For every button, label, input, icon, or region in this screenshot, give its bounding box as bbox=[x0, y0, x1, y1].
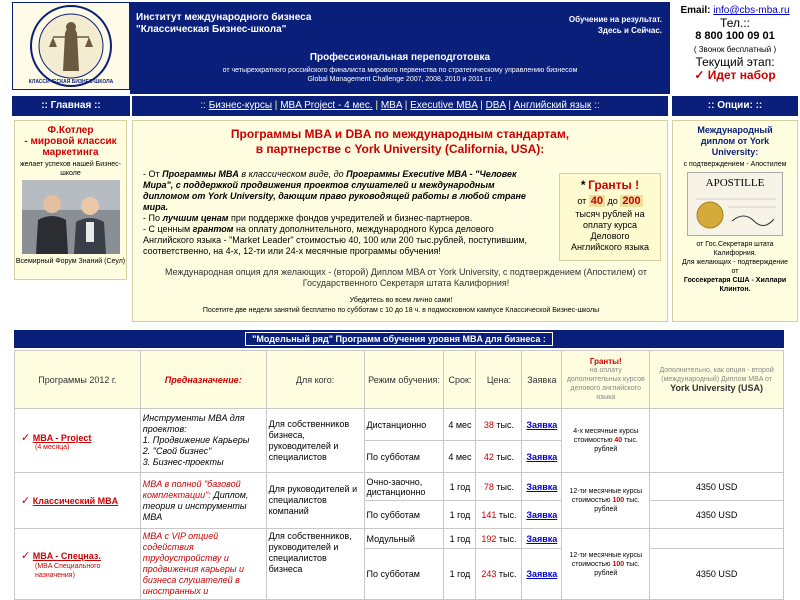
apply-cell bbox=[522, 529, 562, 549]
nav-home[interactable] bbox=[12, 96, 130, 116]
phone-number: 8 800 100 09 01 bbox=[695, 30, 775, 42]
th-for-whom: Для кого: bbox=[266, 351, 364, 409]
price-unit: тыс. bbox=[498, 509, 517, 520]
email-link[interactable]: info@cbs-mba.ru bbox=[713, 5, 790, 16]
programs-heading bbox=[133, 127, 667, 157]
grant-range bbox=[560, 195, 660, 207]
price-cell bbox=[476, 409, 522, 441]
apply-cell bbox=[522, 441, 562, 473]
p1-bold1: Программы MBA bbox=[162, 169, 239, 179]
motto-line2: Здесь и Сейчас. bbox=[597, 26, 662, 35]
grant-post: тыс. рублей bbox=[594, 437, 638, 453]
logo-ring-text: КЛАССИЧЕСКАЯ БИЗНЕС-ШКОЛА bbox=[28, 79, 114, 85]
term-cell: 4 мес bbox=[444, 409, 476, 441]
diploma-text1: от Гос.Секретаря штата Калифорния. bbox=[696, 241, 774, 257]
purpose-cell: MBA с VIP опцией содействия трудоустройству и продвижения карьеры и бизнеса слушателей в иностранных и bbox=[140, 529, 266, 600]
institute-line1: Институт международного бизнеса bbox=[136, 12, 312, 23]
option-cell: 4350 USD bbox=[650, 549, 784, 600]
check-icon: ✓ bbox=[21, 495, 31, 507]
program-sub: (4 месяца) bbox=[35, 443, 70, 451]
paragraph-6: Посетите две недели занятий бесплатно по субботам с 10 до 18 ч. в подмосковном кампусе Классической Бизнес-школы bbox=[202, 307, 600, 314]
check-icon: ✓ bbox=[21, 431, 31, 444]
th-grants bbox=[562, 351, 650, 409]
grant-post: тыс. рублей bbox=[594, 560, 640, 577]
apply-link[interactable]: Заявка bbox=[526, 533, 558, 544]
grant-title: Гранты ! bbox=[588, 178, 640, 192]
table-header-row bbox=[15, 351, 784, 409]
purpose-cell: Инструменты MBA для проектов: 1. Продвижение Карьеры 2. "Свой бизнес" 3. Бизнес-проекты bbox=[140, 409, 266, 473]
paragraph-4: Международная опция для желающих - (второй) Диплом MBA от York University, с подтверждением (Апостилем) от Государственного Секретаря штата Калифорния! bbox=[165, 267, 647, 288]
program-sub: (MBA Специального назначения) bbox=[35, 562, 101, 579]
price-cell bbox=[476, 529, 522, 549]
p1-prefix: - От bbox=[143, 169, 163, 179]
price-value: 192 bbox=[481, 533, 497, 544]
mode-cell: По субботам bbox=[364, 549, 444, 600]
price-unit: тыс. bbox=[496, 451, 514, 462]
program-cell bbox=[15, 409, 141, 473]
option-cell bbox=[650, 409, 784, 473]
nav-mba-project[interactable]: MBA Project - 4 мес. bbox=[280, 100, 373, 111]
grant-num: 100 bbox=[612, 560, 625, 568]
grant-cell bbox=[562, 409, 650, 473]
grant-40: 40 bbox=[590, 195, 604, 207]
kotler-photo bbox=[22, 180, 120, 254]
p3-rest: на оплату дополнительного, международного Курса делового Английского языка - "Market Leader" стоимостью 40, 100 или 200 тыс.рублей, поступившим, соответственно, на 4-х, 12-ти или 24-х месячные программы обучения! bbox=[143, 224, 528, 256]
purpose-cell bbox=[140, 473, 266, 529]
logo-seal-icon bbox=[13, 3, 129, 89]
contact-panel bbox=[672, 4, 798, 82]
nav-english[interactable]: Английский язык bbox=[513, 100, 592, 111]
kotler-panel bbox=[14, 120, 127, 280]
grant-pre: 12-ти месячные курсы стоимостью bbox=[569, 551, 643, 568]
mode-cell: По субботам bbox=[364, 441, 444, 473]
p1-bold2: Программы Executive MBA bbox=[346, 169, 468, 179]
p2-prefix: - По bbox=[143, 213, 163, 223]
p2-rest: при поддержке фондов учредителей и бизнес-партнеров. bbox=[228, 213, 473, 223]
diploma-title: Международный диплом от York University: bbox=[697, 125, 773, 157]
email-label: Email: bbox=[680, 5, 711, 16]
p1-mid: в классическом виде, до bbox=[238, 169, 347, 179]
paragraph-2 bbox=[143, 213, 539, 224]
for-whom-cell: Для собственников, руководителей и специалистов бизнеса bbox=[266, 529, 364, 600]
nav-options bbox=[672, 96, 798, 116]
stage-value bbox=[672, 69, 798, 82]
for-whom-cell: Для руководителей и специалистов компаний bbox=[266, 473, 364, 529]
mode-cell: Модульный bbox=[364, 529, 444, 549]
price-unit: тыс. bbox=[496, 419, 514, 430]
apply-cell bbox=[522, 549, 562, 600]
nav-executive-mba[interactable]: Executive MBA bbox=[410, 100, 478, 111]
header-subtitle bbox=[130, 66, 670, 84]
p1-rest: - "Человек Мира", с поддержкой продвижения проектов слушателей и международным дипломом от York University, дающим право руководящей работы в любой стране мира. bbox=[143, 169, 526, 212]
header-banner bbox=[130, 2, 670, 94]
institute-line2: "Классическая Бизнес-школа" bbox=[136, 24, 287, 35]
apply-link[interactable]: Заявка bbox=[526, 569, 558, 580]
th-mode: Режим обучения: bbox=[364, 351, 444, 409]
option-cell bbox=[650, 529, 784, 549]
th-option-bold: York University (USA) bbox=[670, 383, 764, 393]
subtitle-line1: от четырехкратного российского финалиста мирового первенства по стратегическому управлению бизнесом bbox=[222, 67, 578, 74]
nav-options-label: :: Опции: :: bbox=[707, 100, 763, 111]
programs-table bbox=[14, 350, 784, 600]
p3-bold: грантом bbox=[192, 224, 234, 234]
table-row bbox=[15, 473, 784, 501]
mode-cell: Очно-заочно, дистанционно bbox=[364, 473, 444, 501]
price-unit: тыс. bbox=[498, 569, 517, 580]
kotler-wish: желает успехов нашей Бизнес-школе bbox=[20, 161, 121, 177]
paragraph-1 bbox=[143, 169, 539, 213]
apostille-image bbox=[687, 172, 783, 236]
term-cell: 1 год bbox=[444, 529, 476, 549]
option-cell: 4350 USD bbox=[650, 473, 784, 501]
program-link-mba-special[interactable]: MBA - Спецназ. bbox=[32, 550, 101, 561]
price-value: 243 bbox=[481, 569, 497, 580]
apostille-label: APOSTILLE bbox=[705, 177, 765, 189]
mode-cell: Дистанционно bbox=[364, 409, 444, 441]
price-cell bbox=[476, 549, 522, 600]
grant-pre: 4-х месячные курсы стоимостью bbox=[573, 428, 639, 444]
price-value: 78 bbox=[483, 481, 494, 492]
th-grants-text: на оплату дополнительных курсов делового английского языка bbox=[566, 367, 645, 401]
purpose-text: Диплом, теория и инструменты MBA bbox=[142, 489, 249, 522]
nav-dba[interactable]: DBA bbox=[485, 100, 506, 111]
program-link-classic-mba[interactable]: Классический MBA bbox=[32, 496, 119, 506]
term-cell: 1 год bbox=[444, 473, 476, 501]
motto bbox=[569, 14, 662, 36]
th-programs: Программы 2012 г. bbox=[15, 351, 141, 409]
th-option bbox=[650, 351, 784, 409]
p2-bold: лучшим ценам bbox=[162, 213, 229, 223]
heading-line2: в партнерстве с York University (California, USA): bbox=[255, 142, 545, 156]
program-cell bbox=[15, 473, 141, 529]
apply-link[interactable]: Заявка bbox=[526, 419, 558, 430]
stage-value-text: Идет набор bbox=[707, 68, 776, 82]
apply-cell bbox=[522, 501, 562, 529]
apply-cell bbox=[522, 473, 562, 501]
nav-business-courses[interactable]: Бизнес-курсы bbox=[208, 100, 273, 111]
grant-200: 200 bbox=[622, 195, 641, 207]
grant-cell bbox=[562, 473, 650, 529]
kotler-caption: Всемирный Форум Знаний (Сеул) bbox=[15, 258, 126, 265]
p3-prefix: - С ценным bbox=[143, 224, 193, 234]
price-unit: тыс. bbox=[496, 481, 514, 492]
seal-icon bbox=[688, 191, 784, 235]
paragraph-5: Убедитесь во всем лично сами! bbox=[349, 297, 453, 304]
main-nav: :: Бизнес-курсы | MBA Project - 4 мес. | MBA | Executive MBA | DBA | Английский язык :: bbox=[132, 96, 668, 116]
term-cell: 4 мес bbox=[444, 441, 476, 473]
purpose-red: MBA в полной "базовой комплектации": bbox=[142, 478, 241, 500]
phone-note: ( Звонок бесплатный ) bbox=[693, 45, 777, 54]
apply-link[interactable]: Заявка bbox=[526, 451, 558, 462]
phone-label: Тел.:: bbox=[720, 16, 750, 30]
grant-cell bbox=[562, 529, 650, 600]
institute-name bbox=[136, 12, 311, 36]
apply-link[interactable]: Заявка bbox=[526, 509, 558, 520]
table-row bbox=[15, 529, 784, 549]
subtitle-line2: Global Management Challenge 2007, 2008, 2010 и 2011 г.г. bbox=[307, 76, 493, 83]
kotler-desc: - мировой классик маркетинга bbox=[24, 136, 117, 158]
th-term: Срок: bbox=[444, 351, 476, 409]
school-logo[interactable] bbox=[12, 2, 130, 90]
price-cell bbox=[476, 441, 522, 473]
option-cell: 4350 USD bbox=[650, 501, 784, 529]
diploma-text2: Для желающих - подтверждение от bbox=[681, 259, 789, 275]
stage-label: Текущий этап: bbox=[695, 55, 775, 69]
price-value: 38 bbox=[483, 419, 494, 430]
price-value: 141 bbox=[481, 509, 497, 520]
grants-title-row bbox=[560, 178, 660, 192]
kotler-name: Ф.Котлер bbox=[47, 125, 94, 136]
check-icon: ✓ bbox=[694, 68, 705, 82]
price-cell bbox=[476, 473, 522, 501]
price-cell bbox=[476, 501, 522, 529]
grant-from: от bbox=[577, 196, 587, 206]
th-price: Цена: bbox=[476, 351, 522, 409]
mode-cell: По субботам bbox=[364, 501, 444, 529]
center-text bbox=[143, 169, 539, 257]
grant-star: * bbox=[580, 178, 586, 192]
th-option-text: Дополнительно, как опция - второй (международный) Диплом MBA от bbox=[659, 367, 774, 383]
grant-pre: 12-ти месячные курсы стоимостью bbox=[569, 488, 643, 504]
term-cell: 1 год bbox=[444, 549, 476, 600]
price-value: 42 bbox=[483, 451, 494, 462]
program-link-mba-project[interactable]: MBA - Project bbox=[32, 432, 92, 443]
grant-post: тыс. рублей bbox=[594, 497, 640, 513]
nav-mba[interactable]: MBA bbox=[380, 100, 402, 111]
grant-num: 40 bbox=[614, 437, 623, 444]
apply-cell bbox=[522, 409, 562, 441]
heading-line1: Программы MBA и DBA по международным стандартам, bbox=[230, 127, 570, 141]
diploma-text3: Госсекретаря США - Хиллари Клинтон. bbox=[683, 277, 787, 293]
grant-text: тысяч рублей на оплату курса Делового Английского языка bbox=[570, 209, 650, 252]
table-banner-text: "Модельный ряд" Программ обучения уровня MBA для бизнеса : bbox=[245, 332, 553, 346]
grant-do: до bbox=[607, 196, 618, 206]
check-icon: ✓ bbox=[21, 549, 31, 562]
table-banner bbox=[14, 330, 784, 348]
paragraph-3 bbox=[143, 224, 539, 257]
apply-link[interactable]: Заявка bbox=[526, 481, 558, 492]
for-whom-cell: Для собственников бизнеса, руководителей и специалистов bbox=[266, 409, 364, 473]
price-unit: тыс. bbox=[498, 533, 517, 544]
th-apply: Заявка bbox=[522, 351, 562, 409]
motto-line1: Обучение на результат. bbox=[568, 15, 662, 24]
nav-home-label: :: Главная :: bbox=[41, 100, 101, 111]
th-grants-title: Гранты! bbox=[589, 357, 622, 366]
th-purpose: Предназначение: bbox=[140, 351, 266, 409]
diploma-confirm: с подтверждением - Апостилем bbox=[683, 161, 787, 168]
grants-box bbox=[559, 173, 661, 261]
program-cell bbox=[15, 529, 141, 600]
grant-num: 100 bbox=[612, 497, 625, 504]
center-panel bbox=[132, 120, 668, 322]
term-cell: 1 год bbox=[444, 501, 476, 529]
table-row bbox=[15, 409, 784, 441]
options-panel bbox=[672, 120, 798, 322]
header-title: Профессиональная переподготовка bbox=[309, 52, 491, 63]
